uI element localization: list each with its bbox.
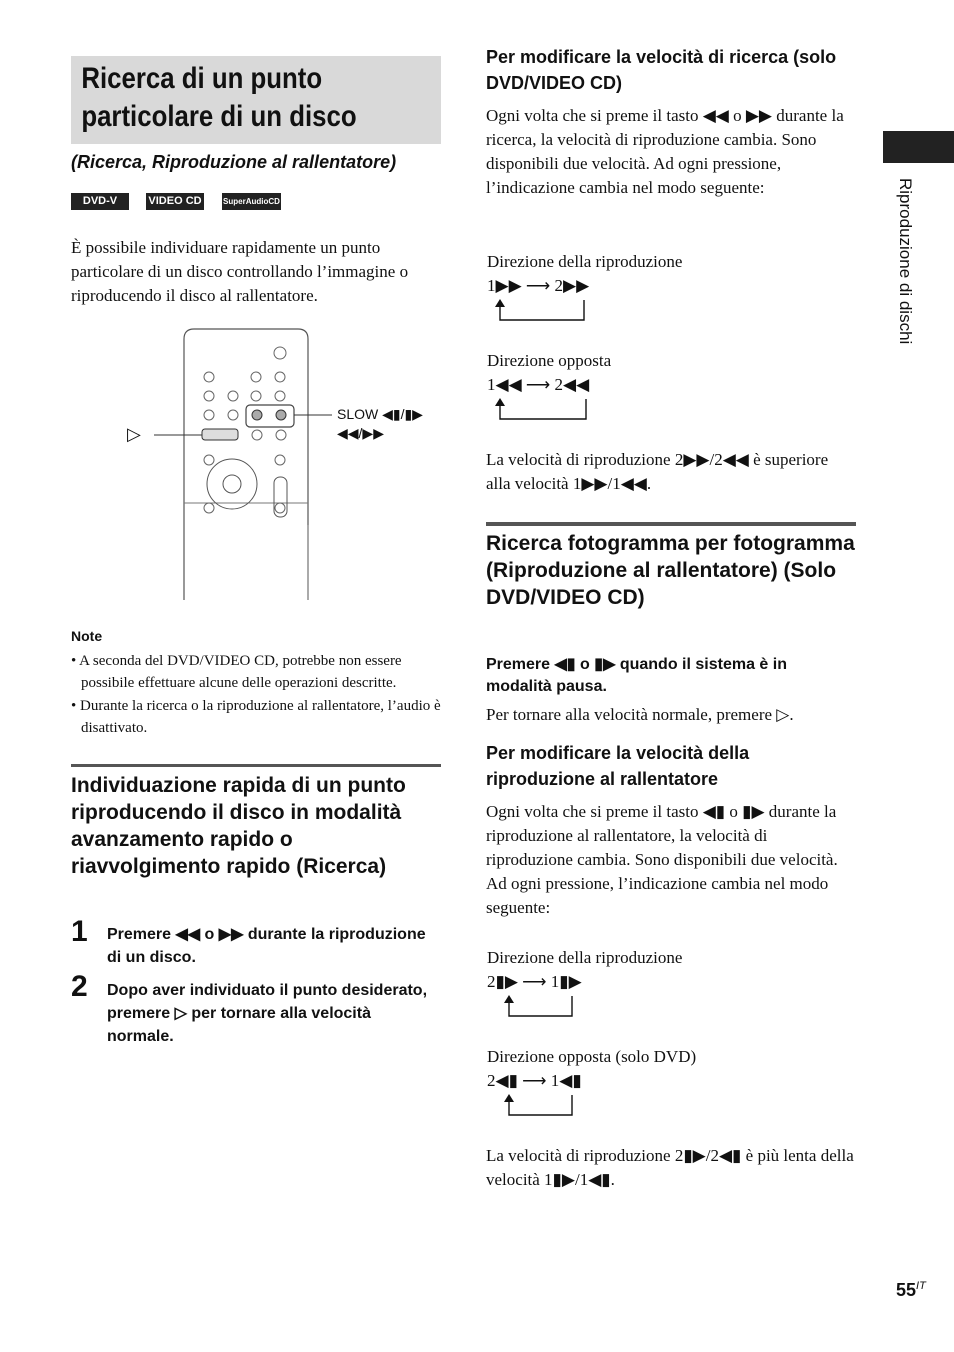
speed-slow-body: Ogni volta che si preme il tasto ◀▮ o ▮▶ durante la riproduzione al rallentatore, la velocità di riproduzione cambia. Sono disponibili due velocità. Ad ogni pressione, l’indicazione cambia nel modo seguente: bbox=[486, 802, 838, 917]
diagram-sequence: 2▮▶ ⟶ 1▮▶ bbox=[487, 972, 582, 991]
diagram-sequence: 1▶▶ ⟶ 2▶▶ bbox=[487, 276, 590, 295]
chapter-label: Riproduzione di dischi bbox=[896, 178, 915, 345]
step-text: Dopo aver individuato il punto desiderato, premere ▷ per tornare alla velocità normale. bbox=[107, 982, 428, 1045]
slow-return-text: Per tornare alla velocità normale, premere ▷. bbox=[486, 705, 794, 724]
remote-illustration bbox=[120, 325, 450, 600]
note-item: • Durante la ricerca o la riproduzione al rallentatore, l’audio è disattivato. bbox=[71, 698, 441, 736]
search-button-label: ◀◀/▶▶ bbox=[337, 425, 384, 441]
step-number: 2 bbox=[71, 970, 88, 1003]
badge-super-audio-cd: SuperAudioCD bbox=[222, 193, 281, 210]
heading-speed-slow: Per modificare la velocità della riproduzione al rallentatore bbox=[486, 743, 750, 789]
chapter-tab bbox=[883, 131, 954, 163]
loop-arrow-icon bbox=[490, 397, 590, 423]
section-divider bbox=[486, 522, 856, 526]
note-item: • A seconda del DVD/VIDEO CD, potrebbe non essere possibile effettuare alcune delle operazioni descritte. bbox=[71, 653, 402, 691]
loop-arrow-icon bbox=[500, 1093, 580, 1119]
diagram-label: Direzione opposta (solo DVD) bbox=[487, 1047, 697, 1066]
step-number: 1 bbox=[71, 915, 88, 948]
diagram-sequence: 1◀◀ ⟶ 2◀◀ bbox=[487, 375, 590, 394]
slow-button-label: SLOW ◀▮/▮▶ bbox=[337, 406, 423, 422]
section-heading-slow: Ricerca fotogramma per fotogramma (Riproduzione al rallentatore) (Solo DVD/VIDEO CD) bbox=[486, 532, 855, 609]
section-divider bbox=[71, 764, 441, 767]
diagram-label: Direzione della riproduzione bbox=[487, 252, 683, 271]
loop-arrow-icon bbox=[500, 994, 580, 1020]
note-heading: Note bbox=[71, 628, 103, 644]
heading-speed-search: Per modificare la velocità di ricerca (solo DVD/VIDEO CD) bbox=[486, 47, 837, 93]
loop-arrow-icon bbox=[490, 298, 590, 324]
page-title: Ricerca di un punto particolare di un disco bbox=[81, 62, 357, 133]
intro-paragraph: È possibile individuare rapidamente un punto particolare di un disco controllando l’immagine o riproducendo il disco al rallentatore. bbox=[71, 238, 409, 305]
badge-video-cd: VIDEO CD bbox=[146, 193, 204, 210]
step-text: Premere ◀◀ o ▶▶ durante la riproduzione di un disco. bbox=[107, 926, 426, 966]
diagram-label: Direzione opposta bbox=[487, 351, 612, 370]
section-heading-search: Individuazione rapida di un punto riproducendo il disco in modalità avanzamento rapido o riavvolgimento rapido (Ricerca) bbox=[71, 774, 406, 878]
title-box bbox=[71, 56, 441, 144]
speed-slow-summary: La velocità di riproduzione 2▮▶/2◀▮ è più lenta della velocità 1▮▶/1◀▮. bbox=[486, 1146, 854, 1189]
slow-instruction: Premere ◀▮ o ▮▶ quando il sistema è in modalità pausa. bbox=[486, 656, 787, 695]
diagram-label: Direzione della riproduzione bbox=[487, 948, 683, 967]
speed-search-body: Ogni volta che si preme il tasto ◀◀ o ▶▶ durante la ricerca, la velocità di riproduzione cambia. Sono disponibili due velocità. Ad ogni pressione, l’indicazione cambia nel modo seguente: bbox=[486, 106, 844, 197]
page-subtitle: (Ricerca, Riproduzione al rallentatore) bbox=[71, 152, 397, 172]
diagram-sequence: 2◀▮ ⟶ 1◀▮ bbox=[487, 1071, 582, 1090]
badge-dvd-v: DVD-V bbox=[71, 193, 129, 210]
speed-search-summary: La velocità di riproduzione 2▶▶/2◀◀ è superiore alla velocità 1▶▶/1◀◀. bbox=[486, 450, 829, 493]
page-number: $55^{IT}$ bbox=[896, 1280, 926, 1300]
play-button-label: ▷ bbox=[127, 424, 141, 444]
